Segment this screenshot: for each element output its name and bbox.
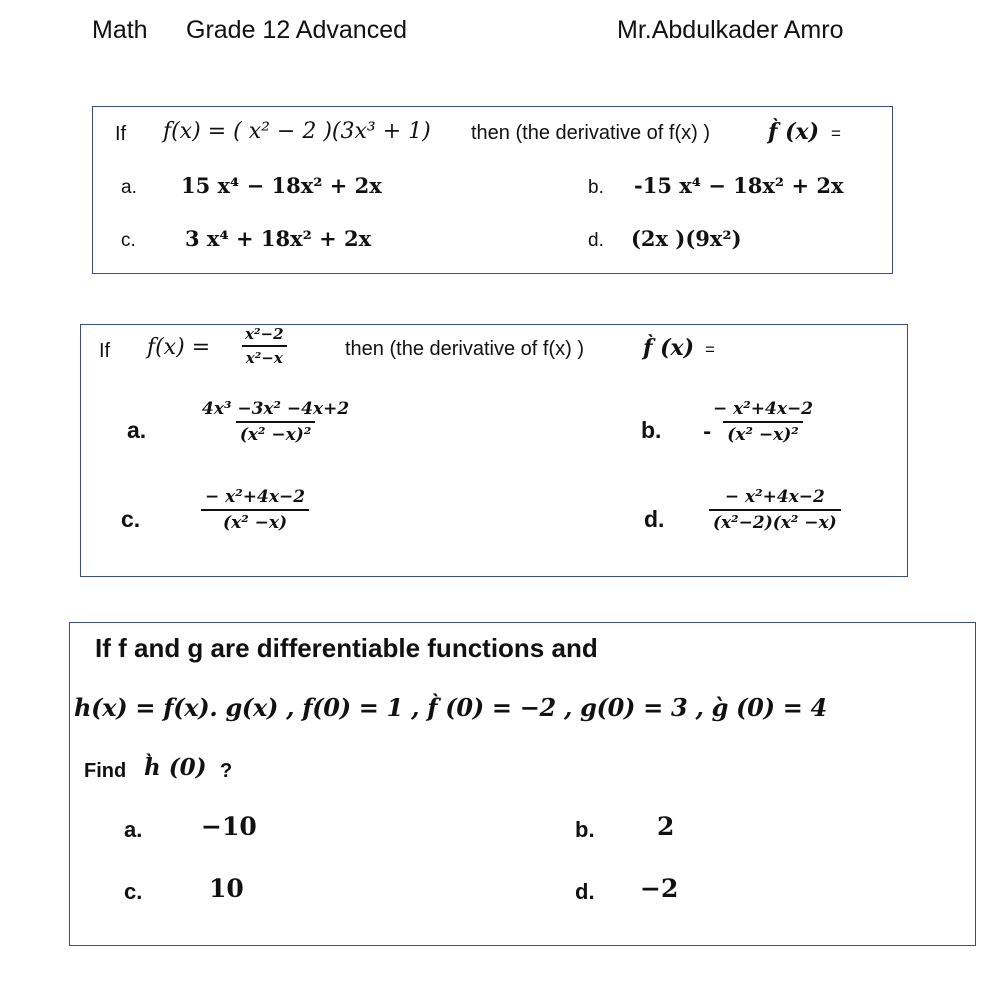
subject-title: Math (92, 16, 148, 44)
q1-then-text: then (the derivative of f(x) ) (471, 122, 710, 144)
q2-option-c-fraction[interactable] (201, 487, 309, 533)
q1-equals: = (831, 124, 841, 143)
q1-option-c-label[interactable]: c. (121, 230, 136, 251)
q2-option-a-fraction[interactable] (198, 399, 353, 445)
q3-option-b-label[interactable]: b. (575, 817, 595, 842)
q2-derivative: f̀ (x) (643, 335, 695, 361)
q2-option-c-numerator: − x²+4x−2 (201, 487, 309, 511)
q2-option-d-numerator: − x²+4x−2 (724, 487, 825, 507)
q1-option-c-value[interactable]: 3 x⁴ + 18x² + 2x (185, 226, 372, 251)
q2-if: If (99, 340, 111, 362)
q1-function: f(x) = ( x² − 2 )(3x³ + 1) (163, 119, 431, 144)
q2-f-lhs: f(x) = (147, 335, 211, 360)
q3-option-a-label[interactable]: a. (124, 817, 143, 842)
q2-option-c-denominator: (x² −x) (223, 513, 287, 533)
q3-option-d-label[interactable]: d. (575, 879, 595, 904)
q3-intro: If f and g are differentiable functions and (95, 633, 598, 663)
q3-option-a-value[interactable]: −10 (201, 812, 257, 841)
question-1-box (92, 106, 893, 274)
q2-option-a-label[interactable]: a. (127, 417, 147, 443)
q2-option-d-label[interactable]: d. (644, 506, 665, 532)
q2-option-d-denominator: (x²−2)(x² −x) (709, 509, 841, 533)
q1-option-a-label[interactable]: a. (121, 177, 137, 198)
q3-option-b-value[interactable]: 2 (657, 812, 675, 841)
q1-if: If (115, 123, 127, 145)
q2-f-numerator: x²−2 (245, 325, 284, 343)
q1-option-a-value[interactable]: 15 x⁴ − 18x² + 2x (181, 173, 382, 198)
q3-given: h(x) = f(x). g(x) , f(0) = 1 , f̀ (0) = −2 , g(0) = 3 , g̀ (0) = 4 (74, 693, 827, 722)
q2-option-d-fraction[interactable] (709, 487, 841, 533)
q1-option-d-label[interactable]: d. (588, 230, 604, 251)
q3-option-c-value[interactable]: 10 (209, 874, 244, 903)
q3-find-expression: h̀ (0) (144, 754, 207, 781)
q1-option-b-value[interactable]: -15 x⁴ − 18x² + 2x (634, 173, 844, 198)
q1-derivative: f̀ (x) (768, 119, 820, 145)
q2-then-text: then (the derivative of f(x) ) (345, 338, 584, 360)
question-2-box (80, 324, 908, 577)
q2-option-b-fraction[interactable] (709, 399, 817, 445)
q2-option-a-denominator: (x² −x)² (236, 421, 315, 445)
q2-f-denominator: x²−x (242, 345, 287, 367)
q2-option-a-numerator: 4x³ −3x² −4x+2 (202, 399, 350, 419)
q2-option-b-label[interactable]: b. (641, 417, 662, 443)
q2-function-fraction (241, 325, 288, 367)
teacher-name: Mr.Abdulkader Amro (617, 16, 844, 44)
q2-option-b-numerator: − x²+4x−2 (713, 399, 814, 419)
q3-question-mark: ? (220, 760, 233, 782)
grade-title: Grade 12 Advanced (186, 16, 407, 44)
q3-option-d-value[interactable]: −2 (640, 874, 679, 903)
question-3-box (69, 622, 976, 946)
q2-equals: = (705, 340, 715, 359)
q1-option-b-label[interactable]: b. (588, 177, 604, 198)
q3-find: Find (84, 760, 127, 782)
q3-option-c-label[interactable]: c. (124, 879, 143, 904)
q2-option-b-sign: - (703, 419, 712, 443)
q1-option-d-value[interactable]: (2x )(9x²) (631, 226, 742, 251)
q2-option-b-denominator: (x² −x)² (723, 421, 802, 445)
q2-option-c-label[interactable]: c. (121, 506, 141, 532)
